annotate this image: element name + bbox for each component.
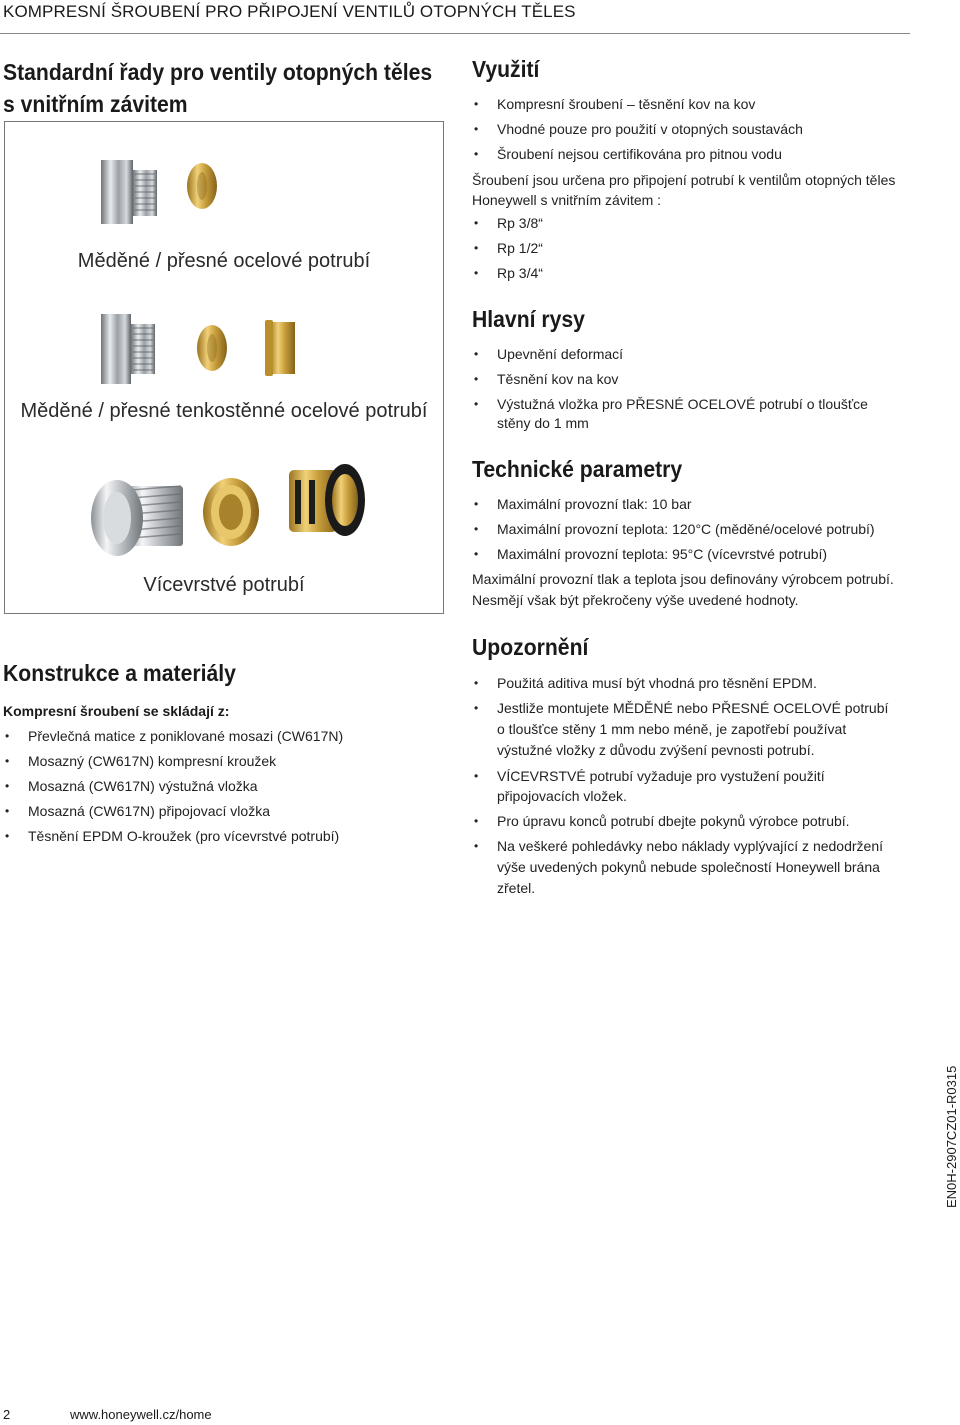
warning-heading: Upozornění — [472, 634, 589, 660]
features-list — [472, 345, 897, 433]
product-multilayer — [5, 442, 443, 614]
thread-size-list — [472, 214, 912, 283]
usage-paragraph — [472, 170, 912, 210]
list-item: • Mosazná (CW617N) výstužná vložka — [3, 777, 443, 796]
thread-size-item: • Rp 3/4“ — [472, 264, 912, 283]
product-caption-3: Vícevrstvé potrubí — [143, 574, 305, 596]
list-item: • Výstužná vložka pro PŘESNÉ OCELOVÉ potrubí o tloušťce stěny do 1 mm — [472, 395, 897, 433]
list-item: • Jestliže montujete MĚDĚNÉ nebo PŘESNÉ OCELOVÉ potrubí o tloušťce stěny 1 mm nebo méně, je zapotřebí používat výstužné vložky z důvodu zvýšení pevnosti potrubí. — [472, 698, 892, 761]
technical-heading: Technické parametry — [472, 456, 683, 482]
page-number: 2 — [3, 1407, 11, 1422]
list-item: • Šroubení nejsou certifikována pro pitnou vodu — [472, 145, 912, 164]
thread-size-item: • Rp 1/2“ — [472, 239, 912, 258]
usage-paragraph-line-1: Šroubení jsou určena pro připojení potrubí k ventilům otopných těles — [472, 172, 896, 188]
list-item: • Těsnění EPDM O-kroužek (pro vícevrstvé potrubí) — [3, 827, 443, 846]
header-divider — [0, 33, 910, 34]
fitting-set-2-image — [5, 300, 445, 400]
footer-url-link[interactable]: www.honeywell.cz/home — [70, 1407, 212, 1422]
list-item: • Mosazný (CW617N) kompresní kroužek — [3, 752, 443, 771]
fitting-set-3-image — [5, 446, 445, 576]
list-item: • Maximální provozní teplota: 95°C (vícevrstvé potrubí) — [472, 545, 912, 564]
list-item: • VÍCEVRSTVÉ potrubí vyžaduje pro vystužení použití připojovacích vložek. — [472, 766, 892, 806]
list-item: • Vhodné pouze pro použití v otopných soustavách — [472, 120, 912, 139]
list-item: • Upevnění deformací — [472, 345, 897, 364]
list-item: • Maximální provozní teplota: 120°C (měděné/ocelové potrubí) — [472, 520, 912, 539]
product-caption-2: Měděné / přesné tenkostěnné ocelové potrubí — [20, 400, 428, 422]
list-item: • Těsnění kov na kov — [472, 370, 897, 389]
product-copper-steel — [5, 122, 443, 292]
construction-heading: Konstrukce a materiály — [3, 660, 236, 686]
list-item: • Pro úpravu konců potrubí dbejte pokynů výrobce potrubí. — [472, 811, 892, 831]
list-item: • Použitá aditiva musí být vhodná pro těsnění EPDM. — [472, 673, 892, 693]
warning-list — [472, 673, 892, 899]
list-item: • Mosazná (CW617N) připojovací vložka — [3, 802, 443, 821]
page-header-title: KOMPRESNÍ ŠROUBENÍ PRO PŘIPOJENÍ VENTILŮ OTOPNÝCH TĚLES — [3, 2, 576, 21]
usage-list — [472, 95, 912, 164]
product-range-title — [3, 56, 432, 120]
list-item: • Na veškeré pohledávky nebo náklady vyplývající z nedodržení výše uvedených pokynů nebude společností Honeywell brána zřetel. — [472, 836, 892, 899]
usage-heading: Využití — [472, 56, 540, 82]
usage-paragraph-line-2: Honeywell s vnitřním závitem : — [472, 192, 662, 208]
thread-size-item: • Rp 3/8“ — [472, 214, 912, 233]
title-line-1: Standardní řady pro ventily otopných těles — [3, 59, 433, 85]
technical-note-line-2: Nesmějí však být překročeny výše uvedené hodnoty. — [472, 592, 799, 608]
technical-note-line-1: Maximální provozní tlak a teplota jsou definovány výrobcem potrubí. — [472, 571, 894, 587]
features-heading: Hlavní rysy — [472, 306, 585, 332]
document-code: EN0H-2907CZ01-R0315 — [944, 1065, 959, 1208]
list-item: • Převlečná matice z poniklované mosazi (CW617N) — [3, 727, 443, 746]
construction-list — [3, 727, 443, 846]
technical-list — [472, 495, 912, 564]
product-caption-1: Měděné / přesné ocelové potrubí — [77, 250, 371, 272]
list-item: • Kompresní šroubení – těsnění kov na kov — [472, 95, 912, 114]
product-image-panel — [4, 121, 444, 614]
product-thinwall-steel — [5, 292, 443, 442]
construction-subheading: Kompresní šroubení se skládají z: — [3, 703, 230, 719]
fitting-set-1-image — [5, 142, 445, 262]
list-item: • Maximální provozní tlak: 10 bar — [472, 495, 912, 514]
title-line-2: s vnitřním závitem — [3, 91, 188, 117]
technical-note — [472, 569, 912, 611]
